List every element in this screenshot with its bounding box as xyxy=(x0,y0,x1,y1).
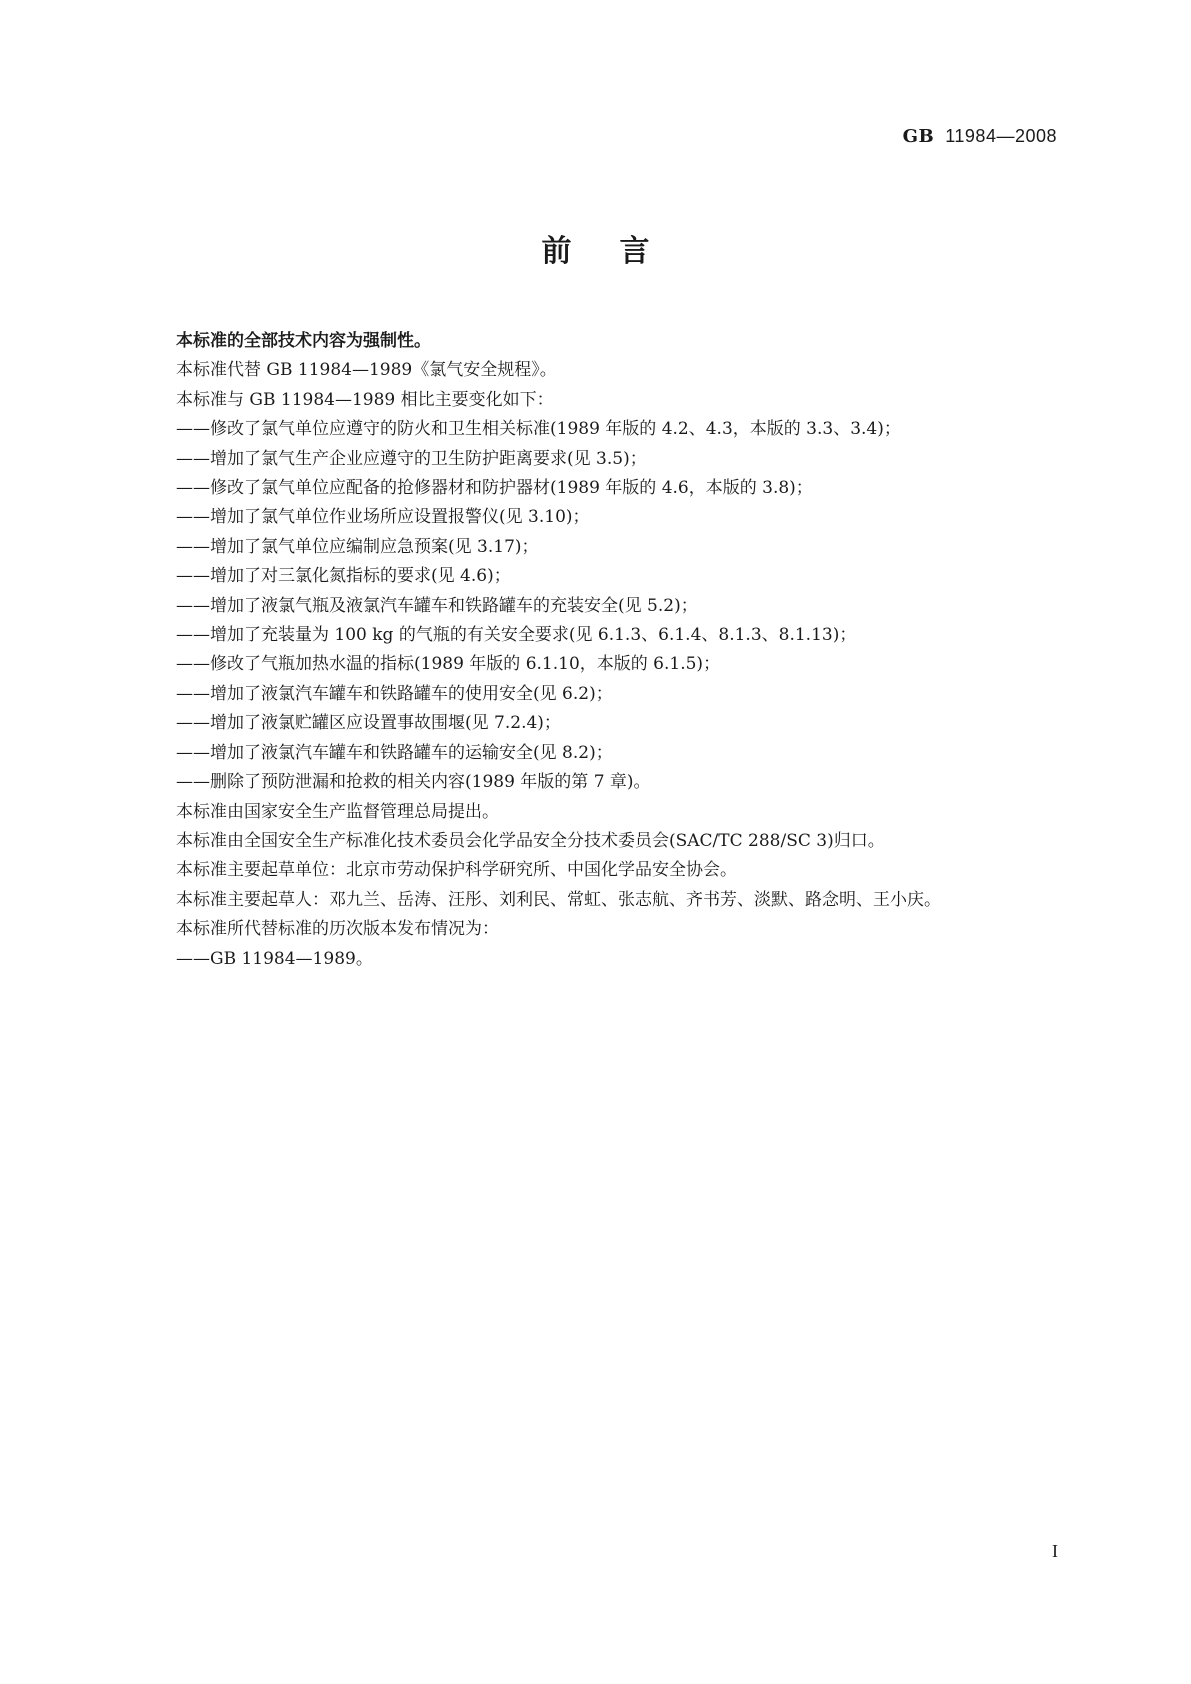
previous-editions-intro: 本标准所代替标准的历次版本发布情况为： xyxy=(176,919,499,940)
change-item: ——增加了氯气生产企业应遵守的卫生防护距离要求(见 3.5)； xyxy=(176,448,647,469)
change-item: ——修改了气瓶加热水温的指标(1989 年版的 6.1.10，本版的 6.1.5)； xyxy=(176,654,721,675)
change-item: ——增加了液氯汽车罐车和铁路罐车的使用安全(见 6.2)； xyxy=(176,683,613,704)
change-item: ——增加了氯气单位作业场所应设置报警仪(见 3.10)； xyxy=(176,507,590,528)
changes-intro: 本标准与 GB 11984—1989 相比主要变化如下： xyxy=(176,389,554,410)
foreword-body xyxy=(176,327,1056,974)
page-title: 前言 xyxy=(541,234,698,269)
standard-code xyxy=(903,126,1057,147)
page-number: I xyxy=(1052,1541,1058,1561)
change-item: ——修改了氯气单位应遵守的防火和卫生相关标准(1989 年版的 4.2、4.3，本版的 3.3、3.4)； xyxy=(176,419,901,440)
standard-prefix: GB xyxy=(902,126,935,147)
replacement-statement: 本标准代替 GB 11984—1989《氯气安全规程》。 xyxy=(176,360,557,381)
change-item: ——增加了液氯汽车罐车和铁路罐车的运输安全(见 8.2)； xyxy=(176,742,613,763)
drafters: 本标准主要起草人：邓九兰、岳涛、汪彤、刘利民、常虹、张志航、齐书芳、淡默、路念明、王小庆。 xyxy=(176,889,941,910)
previous-edition-item: ——GB 11984—1989。 xyxy=(176,948,373,969)
change-item: ——增加了液氯贮罐区应设置事故围堰(见 7.2.4)； xyxy=(176,713,561,734)
proposer-statement: 本标准由国家安全生产监督管理总局提出。 xyxy=(176,801,499,822)
change-item: ——删除了预防泄漏和抢救的相关内容(1989 年版的第 7 章)。 xyxy=(176,772,651,793)
change-item: ——增加了充装量为 100 kg 的气瓶的有关安全要求(见 6.1.3、6.1.4、8.1.3、8.1.13)； xyxy=(176,625,857,646)
administration-statement: 本标准由全国安全生产标准化技术委员会化学品安全分技术委员会(SAC/TC 288/SC 3)归口。 xyxy=(176,830,885,851)
change-item: ——增加了对三氯化氮指标的要求(见 4.6)； xyxy=(176,566,511,587)
change-item: ——增加了液氯气瓶及液氯汽车罐车和铁路罐车的充装安全(见 5.2)； xyxy=(176,595,698,616)
change-item: ——增加了氯气单位应编制应急预案(见 3.17)； xyxy=(176,536,539,557)
change-item: ——修改了氯气单位应配备的抢修器材和防护器材(1989 年版的 4.6，本版的 3.8)； xyxy=(176,478,813,499)
drafting-units: 本标准主要起草单位：北京市劳动保护科学研究所、中国化学品安全协会。 xyxy=(176,860,737,881)
standard-number: 11984—2008 xyxy=(945,126,1057,146)
mandatory-statement: 本标准的全部技术内容为强制性。 xyxy=(176,331,431,351)
